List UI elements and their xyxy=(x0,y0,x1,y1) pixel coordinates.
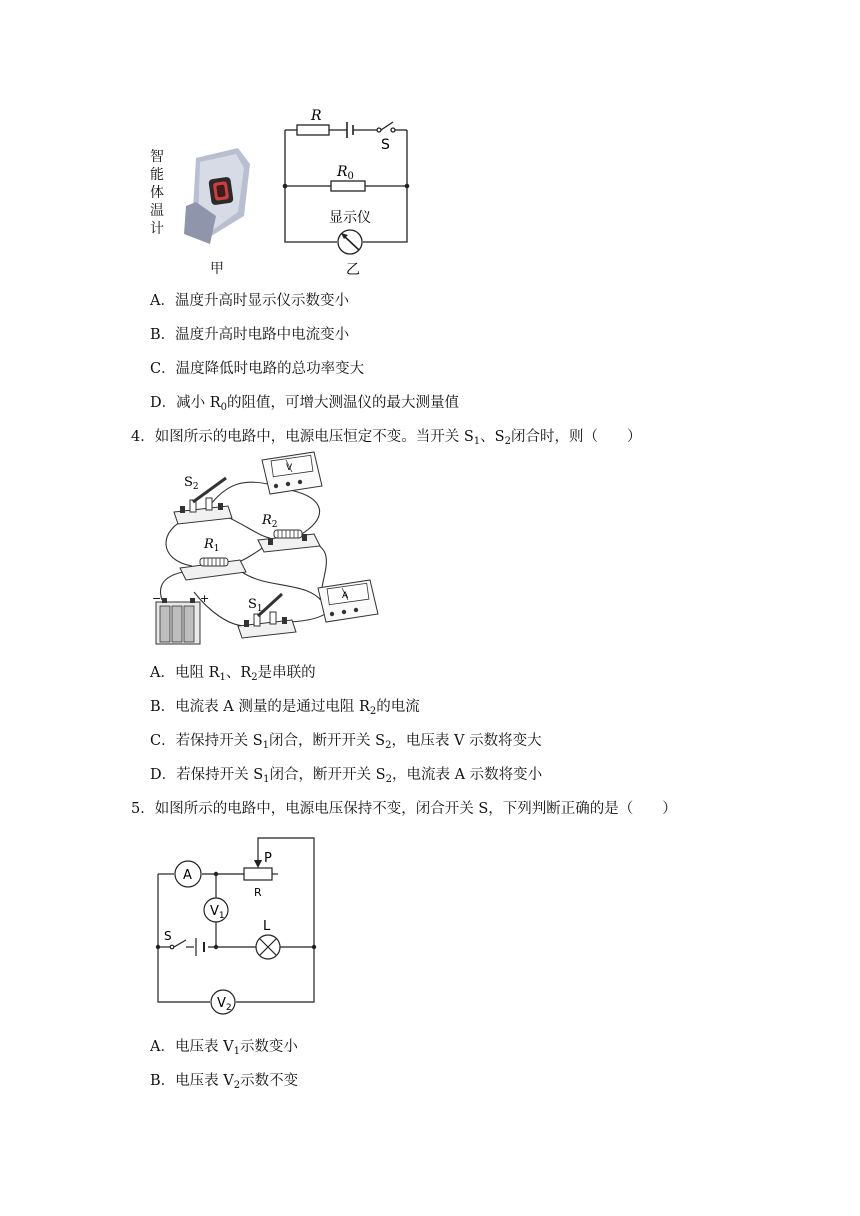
battery-pack xyxy=(156,598,200,644)
q5-option-a: A．电压表 $V_1$示数变小 xyxy=(150,1039,298,1057)
slider-arrow-icon xyxy=(254,860,262,868)
battery-symbol xyxy=(347,122,353,138)
q3-option-c: C．温度降低时电路的总功率变大 xyxy=(150,361,365,377)
switch-S2-board xyxy=(174,478,232,524)
label-A: A xyxy=(342,591,349,601)
label-V2: $V_2$ xyxy=(217,996,232,1013)
q4-option-a: A．电阻 $R_1$、$R_2$是串联的 xyxy=(150,665,316,683)
display-meter xyxy=(338,230,362,254)
q3-option-b: B．温度升高时电路中电流变小 xyxy=(150,327,350,343)
label-V1: $V_1$ xyxy=(210,904,225,921)
resistor-R0 xyxy=(331,181,365,191)
caption-jia: 甲 xyxy=(210,261,224,277)
junction-dot xyxy=(214,945,218,949)
label-A: A xyxy=(183,868,192,883)
figure-yi-circuit xyxy=(275,108,435,278)
label-S1: $S_1$ xyxy=(248,597,263,614)
label-R0: $R_0$ xyxy=(337,164,354,182)
q5-circuit-diagram xyxy=(150,830,330,1020)
junction-dot xyxy=(214,872,218,876)
switch-S xyxy=(170,940,186,949)
thermometer-device-image xyxy=(180,146,260,251)
junction-dot xyxy=(156,945,160,949)
label-V: V xyxy=(286,463,293,473)
label-P: P xyxy=(264,851,272,866)
label-S: S xyxy=(164,929,172,943)
resistor-R xyxy=(297,125,329,135)
battery-minus: − xyxy=(152,592,162,605)
q4-stem: 4．如图所示的电路中，电源电压恒定不变。当开关 $S_1$、$S_2$闭合时，则（ ） xyxy=(131,429,642,447)
label-L: L xyxy=(263,919,271,934)
figure-jia xyxy=(140,140,260,280)
label-R2: $R_2$ xyxy=(262,513,278,530)
label-S: S xyxy=(381,137,390,153)
q4-option-d: D．若保持开关 $S_1$闭合，断开开关 $S_2$，电流表 A 示数将变小 xyxy=(150,767,543,785)
rheostat-R xyxy=(244,868,272,880)
resistor-R2-board xyxy=(258,530,320,552)
label-R: R xyxy=(254,886,262,899)
resistor-R1-board xyxy=(180,558,246,580)
q4-option-b: B．电流表 A 测量的是通过电阻 $R_2$的电流 xyxy=(150,699,420,717)
thermometer-vertical-label: 智 能 体 温 计 xyxy=(150,149,164,237)
junction-dot xyxy=(312,945,316,949)
switch-S xyxy=(377,122,395,132)
label-R1: $R_1$ xyxy=(204,537,220,554)
lamp-L xyxy=(256,935,280,959)
q4-circuit-photo xyxy=(148,450,398,650)
label-S2: $S_2$ xyxy=(184,475,199,492)
junction-dot xyxy=(405,184,410,189)
q5-option-b: B．电压表 $V_2$示数不变 xyxy=(150,1073,299,1091)
junction-dot xyxy=(283,184,288,189)
label-display: 显示仪 xyxy=(329,210,371,226)
voltmeter-device xyxy=(262,452,322,494)
q3-option-a: A．温度升高时显示仪示数变小 xyxy=(150,293,349,309)
q5-stem: 5．如图所示的电路中，电源电压保持不变，闭合开关 S，下列判断正确的是（ ） xyxy=(131,801,677,817)
caption-yi: 乙 xyxy=(346,262,360,278)
battery-symbol xyxy=(196,938,204,956)
ammeter-device xyxy=(318,580,378,622)
label-R: R xyxy=(311,108,322,124)
battery-plus: + xyxy=(200,592,210,605)
switch-S1-board xyxy=(238,594,296,638)
q4-option-c: C．若保持开关 $S_1$闭合，断开开关 $S_2$，电压表 V 示数将变大 xyxy=(150,733,542,751)
q3-option-d: D．减小 $R_0$的阻值，可增大测温仪的最大测量值 xyxy=(150,395,460,413)
